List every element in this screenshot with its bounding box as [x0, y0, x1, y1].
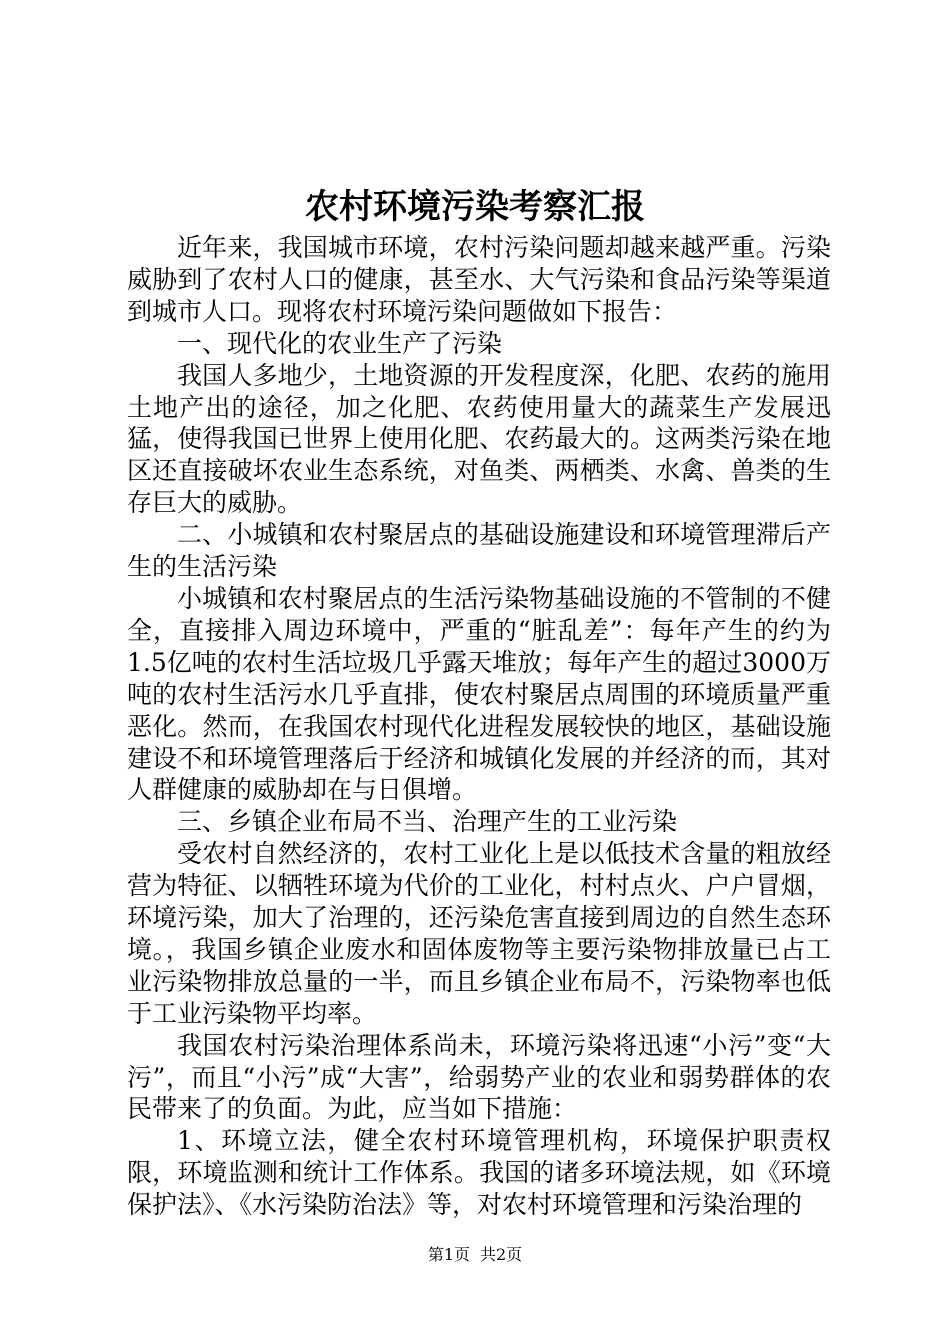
section-heading-3: 三、乡镇企业布局不当、治理产生的工业污染: [177, 807, 678, 837]
page-footer: [0, 1244, 950, 1266]
document-body: [127, 232, 831, 1221]
measures-intro-paragraph: 我国农村污染治理体系尚未，环境污染将迅速“小污”变“大污”，而且“小污”成“大害”，给弱势产业的农业和弱势群体的农民带来了的负面。为此，应当如下措施：: [127, 1030, 831, 1124]
section-paragraph-3: 受农村自然经济的，农村工业化上是以低技术含量的粗放经营为特征、以牺牲环境为代价的工业化，村村点火、户户冒烟，环境污染，加大了治理的，还污染危害直接到周边的自然生态环境。，我国乡镇企业废水和固体废物等主要污染物排放量已占工业污染物排放总量的一半，而且乡镇企业布局不，污染物率也低于工业污染物平均率。: [127, 839, 831, 1028]
intro-paragraph: 近年来，我国城市环境，农村污染问题却越来越严重。污染威胁到了农村人口的健康，甚至水、大气污染和食品污染等渠道到城市人口。现将农村环境污染问题做如下报告：: [127, 233, 831, 326]
section-heading-1: 一、现代化的农业生产了污染: [177, 328, 503, 358]
measure-1-paragraph: 1、环境立法，健全农村环境管理机构，环境保护职责权限，环境监测和统计工作体系。我国的诸多环境法规，如《环境保护法》、《水污染防治法》等，对农村环境管理和污染治理的: [127, 1126, 831, 1220]
section-paragraph-1: 我国人多地少，土地资源的开发程度深，化肥、农药的施用土地产出的途径，加之化肥、农药使用量大的蔬菜生产发展迅猛，使得我国已世界上使用化肥、农药最大的。这两类污染在地区还直接破坏农业生态系统，对鱼类、两栖类、水禽、兽类的生存巨大的威胁。: [127, 360, 831, 518]
page-number: 第1页: [427, 1245, 470, 1264]
section-heading-2: 二、小城镇和农村聚居点的基础设施建设和环境管理滞后产生的生活污染: [127, 520, 831, 582]
section-paragraph-2: 小城镇和农村聚居点的生活污染物基础设施的不管制的不健全，直接排入周边环境中，严重的“脏乱差”：每年产生的约为1.5亿吨的农村生活垃圾几乎露天堆放；每年产生的超过3000万吨的农村生活污水几乎直排，使农村聚居点周围的环境质量严重恶化。然而，在我国农村现代化进程发展较快的地区，基础设施建设不和环境管理落后于经济和城镇化发展的并经济的而，其对人群健康的威胁却在与日俱增。: [127, 583, 831, 805]
page-total: 共2页: [480, 1245, 523, 1264]
document-title: 农村环境污染考察汇报: [305, 187, 645, 227]
